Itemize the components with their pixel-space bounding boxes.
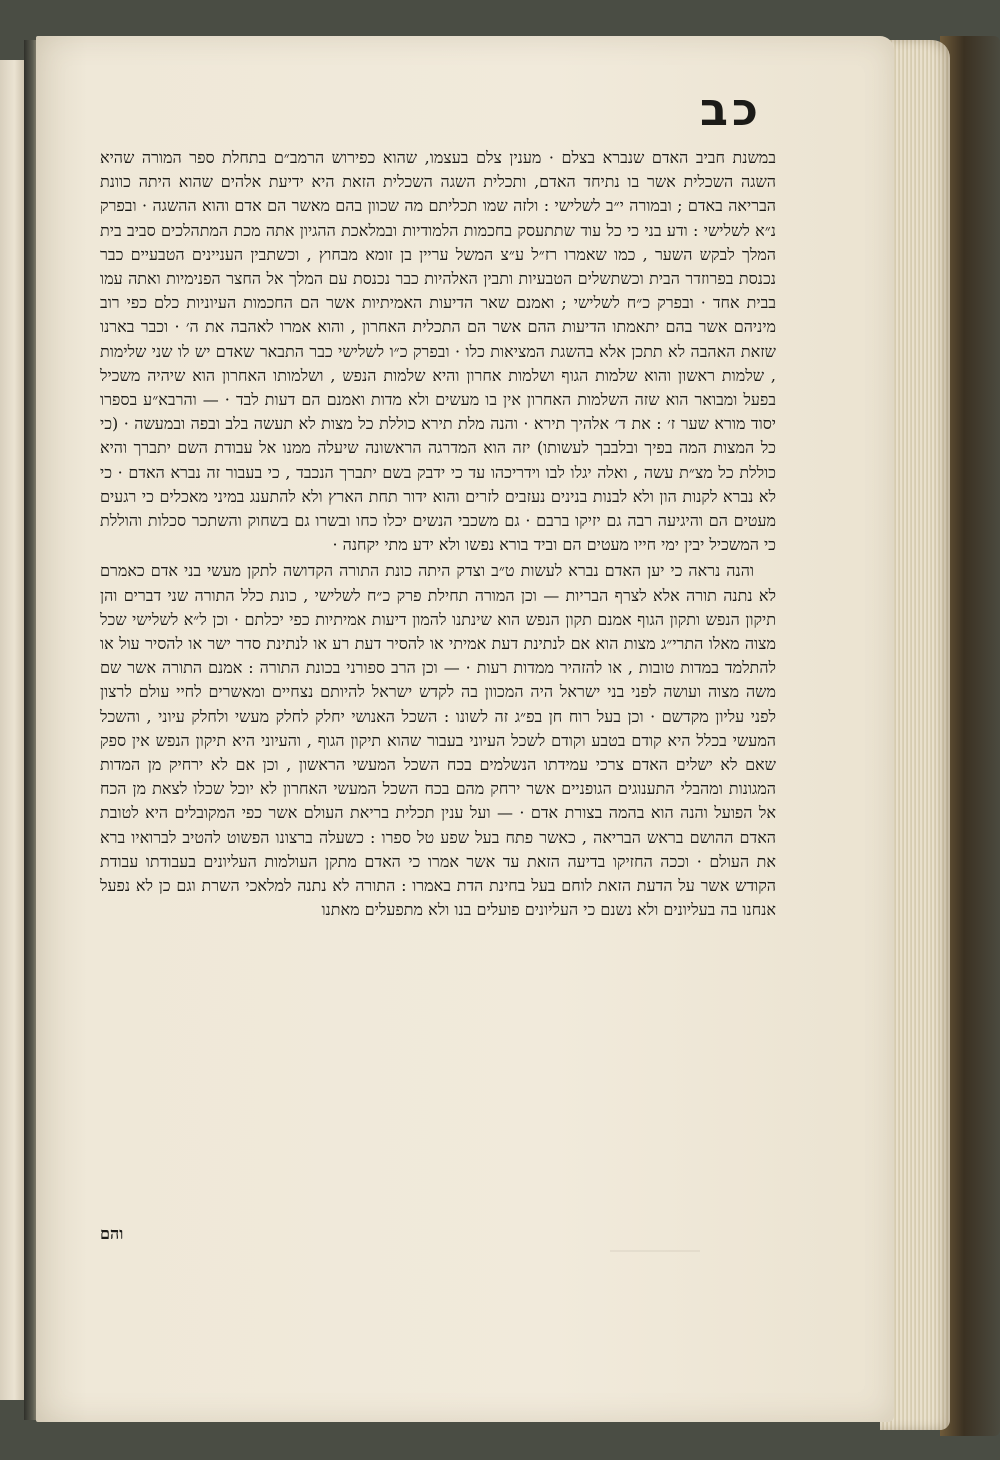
catchword: והם bbox=[100, 1224, 124, 1243]
left-page-edge bbox=[0, 60, 25, 1400]
faded-stamp bbox=[610, 1228, 700, 1252]
page-number: כב bbox=[699, 82, 763, 136]
body-text bbox=[100, 146, 776, 923]
paragraph-2: והנה נראה כי יען האדם נברא לעשות ט״ב וצדק היתה כונת התורה הקדושה לתקן מעשי בני אדם כאמרם לא נתנה תורה אלא לצרף הבריות — וכן המורה תחילת פרק כ״ח לשלישי , כונת כלל התורה שני דברים והן תיקון הנפש ותקון הגוף אמנם תקון הנפש הוא שינתנו להמון דיעות אמיתיות כפי יכלתם · וכן ל״א לשלישי שכל מצוה מאלו התרי״ג מצות הוא אם לנתינת דעת אמיתי או להסיר דעת רע או לנתינת סדר ישר או להסיר עול או להתלמד במדות טובות , או להזהיר ממדות רעות · — וכן הרב ספורני בכונת התורה : אמנם התורה אשר שם משה מצוה ועושה לפני בני ישראל היה המכוון בה לקדש ישראל להיותם נצחיים ומאשרים לחיי עולם לרצון לפני עליון מקדשם · וכן בעל רוח חן בפ״ג זה לשונו : השכל האנושי יחלק לחלק מעשי ולחלק עיוני , והשכל המעשי בכלל היא קודם בטבע וקודם לשכל העיוני בעבור שהוא תיקון הגוף , והעיוני היא תיקון הנפש אין ספק שאם לא ישלים האדם צרכי עמידתו הנשלמים בכח השכל המעשי הראשון , וכן אם לא ירחיק מן המדות המגונות ומהבלי התענוגים הגופניים אשר ירחק מהם בכח השכל המעשי האחרון לא יוכל שכלו לצאת מן הכח אל הפועל והנה הוא בהמה בצורת אדם · — ועל ענין תכלית בריאת העולם אשר כפי המקובלים היא לטובת האדם ההושם בראש הבריאה , כאשר פתח בעל שפע טל ספרו : כשעלה ברצונו הפשוט להטיב לברואיו ברא את העולם · וככה החזיקו בדיעה הזאת עד אשר אמרו כי האדם מתקן העולמות העליונים בעבודתו עבודת הקודש אשר על הדעת הזאת לוחם בעל בחינת הדת באמרו : התורה לא נתנה למלאכי השרת וגם כן לא נפעל אנחנו בה בעליונים ולא נשנם כי העליונים פועלים בנו ולא מתפעלים מאתנו bbox=[100, 561, 777, 920]
paragraph-1: במשנת חביב האדם שנברא בצלם · מענין צלם בעצמו, שהוא כפירוש הרמב״ם בתחלת ספר המורה שהיא השגה השכלית אשר בו נתיחד האדם, ותכלית השגה השכלית הזאת היא ידיעת אלהים שהוא היתה כוונת הבריאה באדם ; ובמורה י״ב לשלישי : ולזה שמו תכליתם מה שכוון בהם מאשר הם אדם והוא ההשגה · ובפרק נ״א לשלישי : ודע בני כי כל עוד שתתעסק בחכמות הלמודיות ובמלאכת ההגיון אתה מכת המתהלכים סביב בית המלך לבקש השער , כמו שאמרו רז״ל ע״צ המשל עריין בן זומא מבחוץ , וכשתבין העניינים הטבעיים כבר נכנסת בפרוזדר הבית וכשתשלים הטבעיות ותבין האלהיות כבר נכנסת עם המלך אל החצר הפנימיות ואתה עמו בבית אחד · ובפרק כ״ח לשלישי ; ואמנם שאר הדיעות האמיתיות אשר הם החכמות העיוניות כלם כפי רוב מיניהם אשר בהם יתאמתו הדיעות ההם אשר הם התכלית האחרון , והוא אמרו לאהבה את ה׳ · וכבר בארנו שזאת האהבה לא תתכן אלא בהשגת המציאות כלו · ובפרק כ״ו לשלישי כבר התבאר שאדם יש לו שני שלימות , שלמות ראשון והוא שלמות הגוף ושלמות אחרון והיא שלמות הנפש , ושלמותו האחרון הוא שיהיה משכיל בפעל ומבואר הוא שזה השלמות האחרון אין בו מעשים ולא מדות ואמנם הם דעות לבד · — והרבא״ע בספרו יסוד מורא שער ז׳ : את ד׳ אלהיך תירא · והנה מלת תירא כוללת כל מצות לא תעשה בלב ובפה ובמעשה · (כי כל המצות המה בפיך ובלבבך לעשותו) יזה הוא המדרגה הראשונה שיעלה ממנו אל עבודת השם יתברך והיא כוללת כל מצ״ת עשה , ואלה יגלו לבו וידריכהו עד כי ידבק בשם יתברך הנכבד , כי בעבור זה נברא האדם · כי לא נברא לקנות הון ולא לבנות בנינים נעזבים לזרים והוא ידור תחת הארץ ולא להתענג במיני מאכלים כי רגעים מעטים הם והיגיעה רבה גם יזיקו ברבם · גם משכבי הנשים יכלו כחו ובשרו גם בשחוק והשתכר סכלות והוללת כי המשכיל יבין ימי חייו מעטים הם וביד בורא נפשו ולא ידע מתי יקחנה · bbox=[100, 148, 777, 555]
